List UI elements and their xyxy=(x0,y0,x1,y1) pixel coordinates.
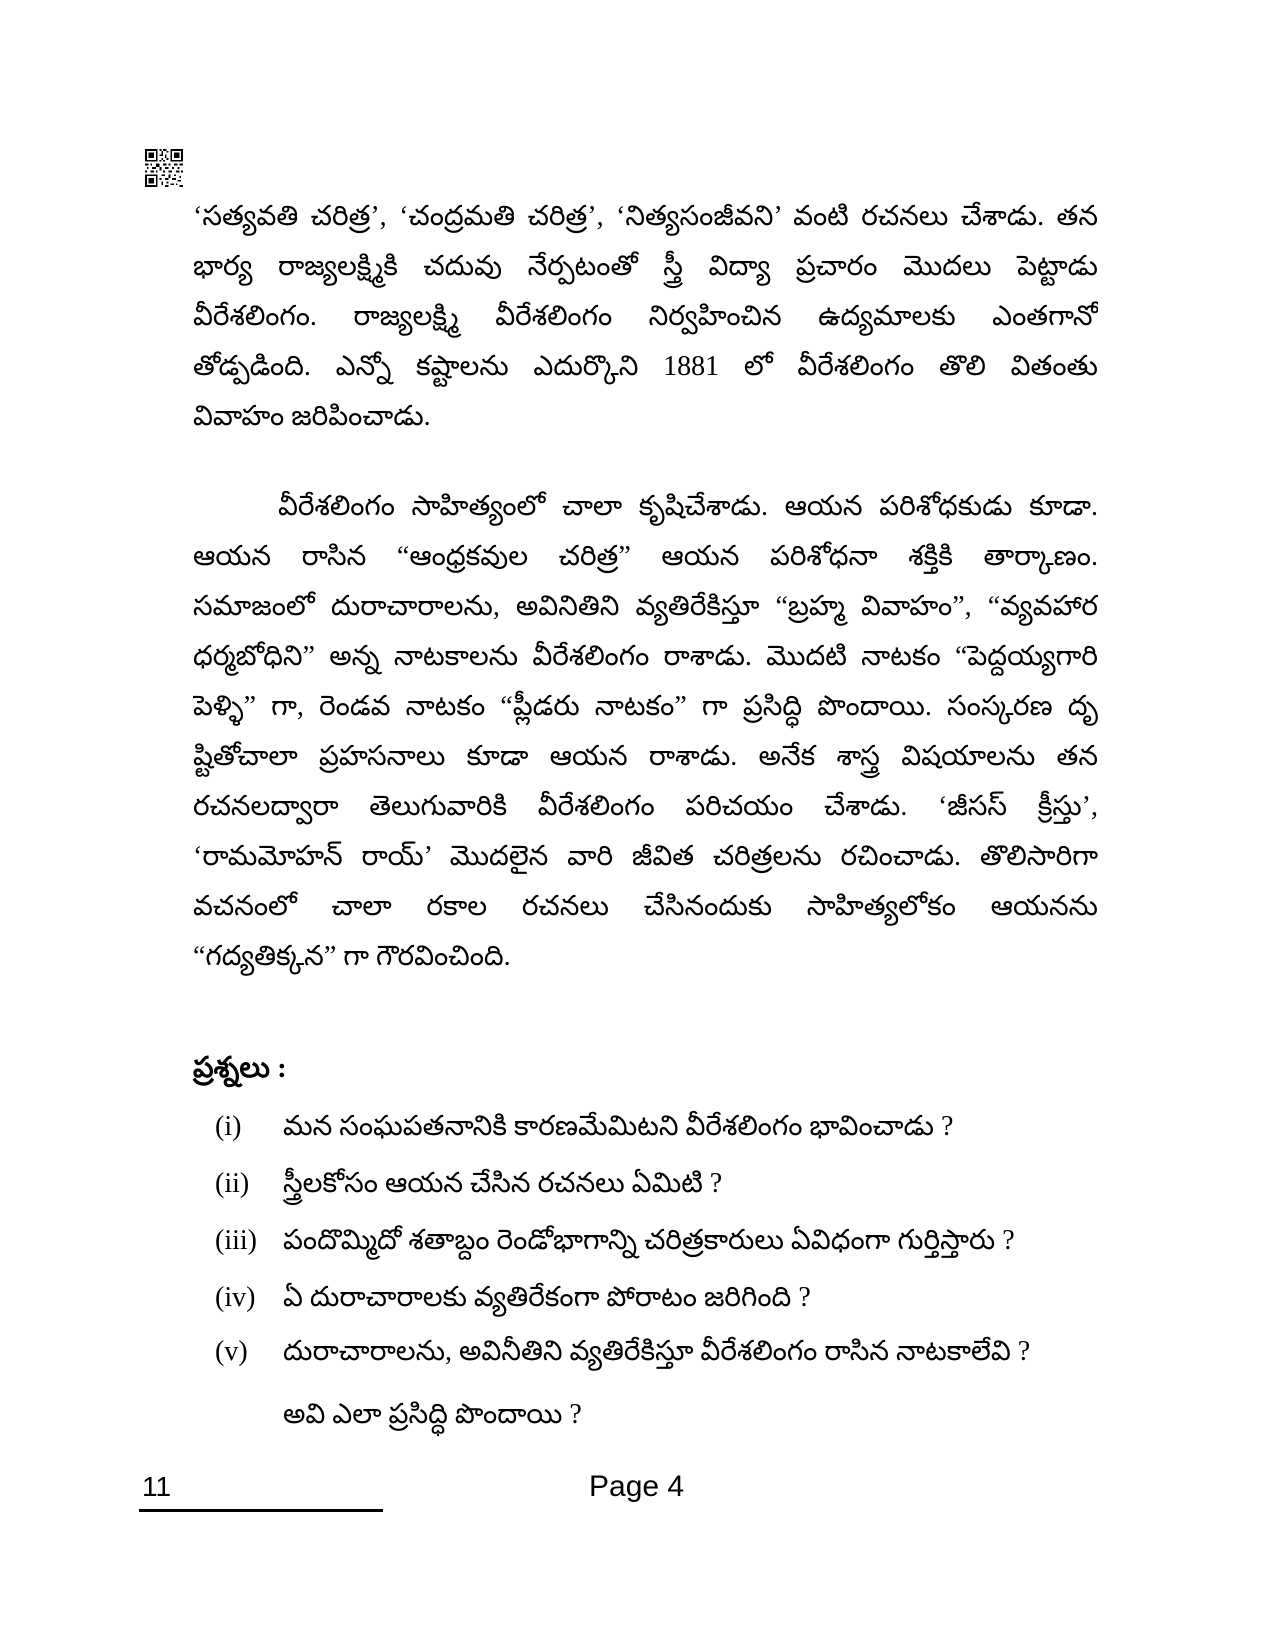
question-text: ఏ దురాచారాలకు వ్యతిరేకంగా పోరాటం జరిగింది ? xyxy=(283,1282,811,1313)
question-item-4 xyxy=(215,1276,1115,1320)
text-line: ష్టితోచాలా ప్రహసనాలు కూడా ఆయన రాశాడు. అనేక శాస్త్ర విషయాలను తన xyxy=(193,741,1098,772)
question-text: మన సంఘపతనానికి కారణమేమిటని వీరేశలింగం భావించాడు ? xyxy=(283,1111,954,1142)
text-line: తోడ్పడింది. ఎన్నో కష్టాలను ఎదుర్కొని 1881 లో వీరేశలింగం తొలి వితంతు xyxy=(193,351,1098,382)
question-number: (ii) xyxy=(215,1168,250,1199)
question-text: దురాచారాలను, అవినీతిని వ్యతిరేకిస్తూ వీరేశలింగం రాసిన నాటకాలేవి ? xyxy=(283,1336,1031,1367)
text-line: రచనలద్వారా తెలుగువారికి వీరేశలింగం పరిచయం చేశాడు. ‘జీసస్ క్రీస్తు’, xyxy=(193,791,1098,822)
question-text-continuation: అవి ఎలా ప్రసిద్ధి పొందాయి ? xyxy=(283,1399,582,1430)
questions-heading: ప్రశ్నలు : xyxy=(193,1052,287,1084)
text-line: ‘సత్యవతి చరిత్ర’, ‘చంద్రమతి చరిత్ర’, ‘నిత్యసంజీవని’ వంటి రచనలు చేశాడు. తన xyxy=(193,201,1098,232)
question-number: (iv) xyxy=(215,1282,256,1313)
paragraph-2 xyxy=(193,482,1098,982)
text-line: ఆయన రాసిన “ఆంధ్రకవుల చరిత్ర” ఆయన పరిశోధనా శక్తికి తార్కాణం. xyxy=(193,541,1098,572)
footer-underline xyxy=(139,1509,383,1512)
text-line: వివాహం జరిపించాడు. xyxy=(193,401,431,432)
question-text: స్త్రీలకోసం ఆయన చేసిన రచనలు ఏమిటి ? xyxy=(283,1168,723,1199)
question-number: (i) xyxy=(215,1111,242,1142)
qr-code-icon xyxy=(145,149,183,187)
question-text: పందొమ్మిదో శతాబ్దం రెండోభాగాన్ని చరిత్రకారులు ఏవిధంగా గుర్తిస్తారు ? xyxy=(283,1225,1015,1256)
text-line: పెళ్ళి” గా, రెండవ నాటకం “ప్లీడరు నాటకం” గా ప్రసిద్ధి పొందాయి. సంస్కరణ దృ xyxy=(193,691,1098,722)
question-item-3 xyxy=(215,1219,1115,1263)
text-line: సమాజంలో దురాచారాలను, అవినితిని వ్యతిరేకిస్తూ “బ్రహ్మ వివాహం”, “వ్యవహార xyxy=(193,591,1098,622)
text-line: ధర్మబోధిని” అన్న నాటకాలను వీరేశలింగం రాశాడు. మొదటి నాటకం “పెద్దయ్యగారి xyxy=(193,641,1098,672)
text-line: వీరేశలింగం సాహిత్యంలో చాలా కృషిచేశాడు. ఆయన పరిశోధకుడు కూడా. xyxy=(278,491,1098,522)
text-line: వచనంలో చాలా రకాల రచనలు చేసినందుకు సాహిత్యలోకం ఆయనను xyxy=(193,891,1098,922)
paper-code: 11 xyxy=(142,1471,172,1502)
text-line: వీరేశలింగం. రాజ్యలక్ష్మి వీరేశలింగం నిర్వహించిన ఉద్యమాలకు ఎంతగానో xyxy=(193,301,1098,332)
text-line: భార్య రాజ్యలక్ష్మికి చదువు నేర్పటంతో స్త్రీ విద్యా ప్రచారం మొదలు పెట్టాడు xyxy=(193,251,1098,282)
paragraph-1 xyxy=(193,192,1098,442)
question-item-5 xyxy=(215,1330,1115,1374)
question-item-1 xyxy=(215,1105,1115,1149)
text-line: ‘రామమోహన్ రాయ్’ మొదలైన వారి జీవిత చరిత్రలను రచించాడు. తొలిసారిగా xyxy=(193,841,1098,872)
page-number: Page 4 xyxy=(589,1470,685,1503)
question-number: (v) xyxy=(215,1336,248,1367)
question-item-2 xyxy=(215,1162,1115,1206)
text-line: “గద్యతిక్కన” గా గౌరవించింది. xyxy=(193,941,511,972)
question-number: (iii) xyxy=(215,1225,257,1256)
